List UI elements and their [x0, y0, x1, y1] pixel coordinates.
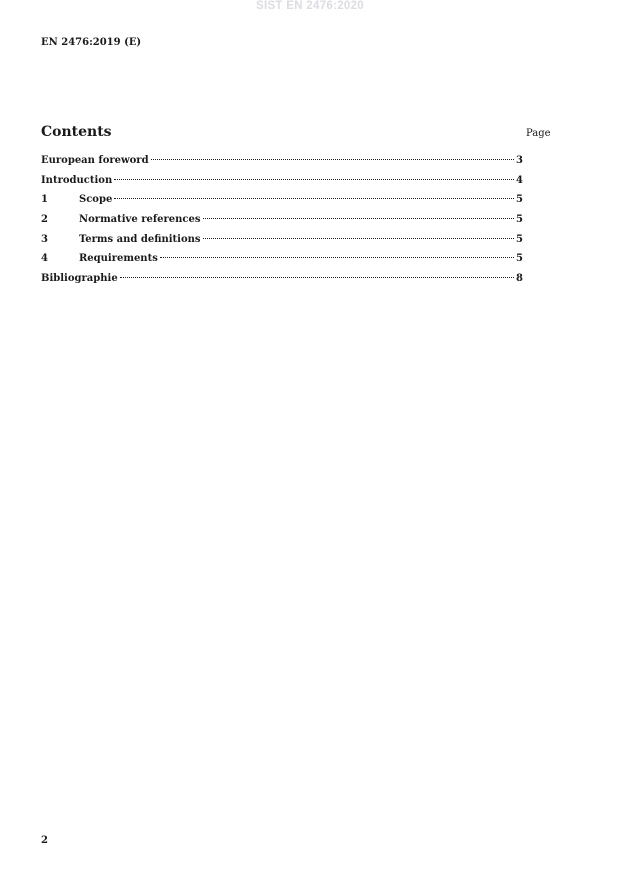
toc-entry-title: Requirements: [79, 253, 158, 265]
toc-entry-title: Introduction: [41, 174, 113, 186]
toc-entry-page: 5: [516, 233, 523, 245]
toc-entry-number: 1: [41, 194, 48, 206]
toc-entry-title: European foreword: [41, 155, 149, 166]
toc-entry-page: 3: [516, 155, 523, 166]
table-of-contents: [41, 155, 523, 293]
toc-entry-number: 4: [41, 253, 48, 265]
toc-entry-title: Normative references: [79, 214, 201, 226]
toc-entry-page: 5: [516, 253, 523, 265]
toc-entry-introduction[interactable]: [41, 175, 523, 195]
toc-leader-dots: [114, 198, 514, 199]
toc-entry-terms-and-definitions[interactable]: [41, 234, 523, 254]
toc-leader-dots: [114, 179, 514, 180]
toc-entry-title: Scope: [79, 194, 113, 206]
toc-entry-bibliographie[interactable]: [41, 273, 523, 293]
toc-leader-dots: [203, 218, 515, 219]
contents-title: Contents: [41, 124, 112, 140]
toc-entry-european-foreword[interactable]: [41, 155, 523, 175]
page-column-label: Page: [526, 128, 551, 139]
toc-entry-title: Bibliographie: [41, 273, 118, 285]
toc-leader-dots: [151, 159, 514, 160]
toc-leader-dots: [160, 257, 514, 258]
toc-entry-scope[interactable]: [41, 194, 523, 214]
toc-leader-dots: [120, 277, 514, 278]
toc-entry-requirements[interactable]: [41, 253, 523, 273]
toc-entry-normative-references[interactable]: [41, 214, 523, 234]
toc-entry-page: 5: [516, 194, 523, 206]
toc-entry-number: 3: [41, 233, 48, 245]
toc-entry-number: 2: [41, 214, 48, 226]
toc-entry-title: Terms and definitions: [79, 233, 201, 245]
watermark: SIST EN 2476:2020: [255, 0, 365, 12]
toc-entry-page: 4: [516, 174, 523, 186]
toc-entry-page: 8: [516, 273, 523, 285]
document-id: EN 2476:2019 (E): [41, 37, 142, 48]
page-number: 2: [41, 835, 48, 846]
toc-entry-page: 5: [516, 214, 523, 226]
toc-leader-dots: [203, 238, 515, 239]
